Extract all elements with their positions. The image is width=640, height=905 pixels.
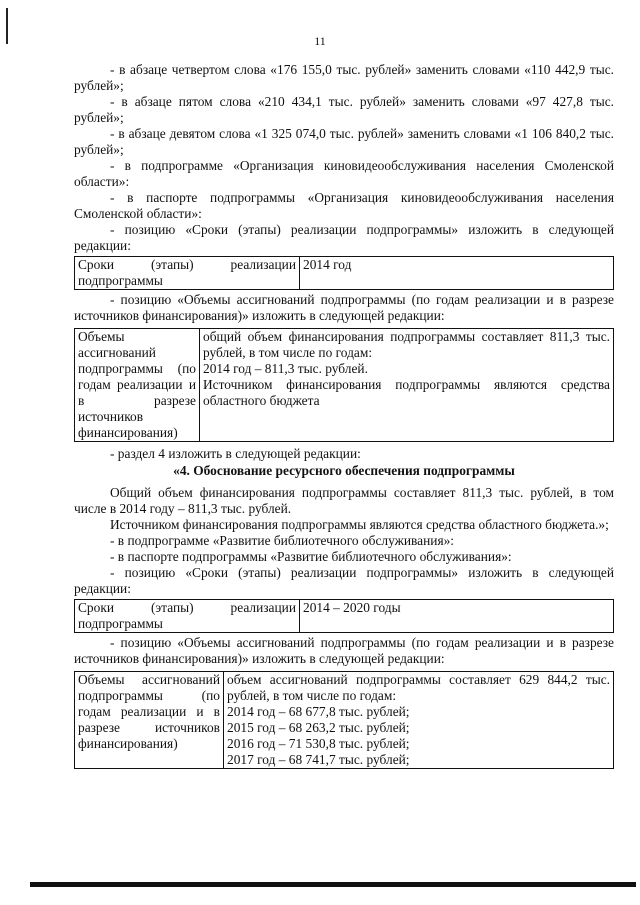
table-cell-value: 2014 – 2020 годы bbox=[300, 600, 614, 633]
table-cell-label: Объемы ассигнований подпрограммы (по годам реализации и в разрезе источников финансирования) bbox=[75, 672, 224, 769]
scan-edge-bar bbox=[30, 882, 636, 887]
table-cell-value bbox=[224, 672, 614, 769]
cell-line: 2014 год – 68 677,8 тыс. рублей; bbox=[227, 704, 410, 719]
cell-line: объем ассигнований подпрограммы составляет 629 844,2 тыс. рублей, в том числе по годам: bbox=[227, 672, 610, 703]
paragraph: Источником финансирования подпрограммы являются средства областного бюджета.»; bbox=[110, 517, 609, 532]
paragraph: - позицию «Объемы ассигнований подпрограммы (по годам реализации и в разрезе источников финансирования)» изложить в следующей редакции: bbox=[74, 292, 614, 323]
cell-line: 2014 год – 811,3 тыс. рублей. bbox=[203, 361, 368, 376]
page-number: 11 bbox=[314, 34, 326, 48]
table-cell-value: 2014 год bbox=[300, 257, 614, 290]
cell-line: 2015 год – 68 263,2 тыс. рублей; bbox=[227, 720, 410, 735]
paragraph: - раздел 4 изложить в следующей редакции: bbox=[110, 446, 361, 461]
table-cell-label: Объемы ассигнований подпрограммы (по годам реализации и в разрезе источников финансирования) bbox=[75, 329, 200, 442]
table-terms bbox=[74, 256, 614, 290]
paragraph: - позицию «Объемы ассигнований подпрограммы (по годам реализации и в разрезе источников финансирования)» изложить в следующей редакции: bbox=[74, 635, 614, 666]
table-cell-label: Сроки (этапы) реализации подпрограммы bbox=[75, 257, 300, 290]
cell-line: 2017 год – 68 741,7 тыс. рублей; bbox=[227, 752, 410, 767]
cell-line: общий объем финансирования подпрограммы составляет 811,3 тыс. рублей, в том числе по годам: bbox=[203, 329, 610, 360]
table-cell-value bbox=[200, 329, 614, 442]
paragraph: - позицию «Сроки (этапы) реализации подпрограммы» изложить в следующей редакции: bbox=[74, 222, 614, 253]
paragraph: - в абзаце четвертом слова «176 155,0 тыс. рублей» заменить словами «110 442,9 тыс. рублей»; bbox=[74, 62, 614, 93]
paragraph: Общий объем финансирования подпрограммы составляет 811,3 тыс. рублей, в том числе в 2014 году – 811,3 тыс. рублей. bbox=[74, 485, 614, 516]
paragraph: - в паспорте подпрограммы «Развитие библиотечного обслуживания»: bbox=[110, 549, 512, 564]
table-terms bbox=[74, 599, 614, 633]
cell-line: 2016 год – 71 530,8 тыс. рублей; bbox=[227, 736, 410, 751]
cell-line: Источником финансирования подпрограммы являются средства областного бюджета bbox=[203, 377, 610, 408]
paragraph: - в подпрограмме «Организация киновидеообслуживания населения Смоленской области»: bbox=[74, 158, 614, 189]
table-cell-label: Сроки (этапы) реализации подпрограммы bbox=[75, 600, 300, 633]
section-heading: «4. Обоснование ресурсного обеспечения подпрограммы bbox=[173, 463, 515, 478]
paragraph: - в паспорте подпрограммы «Организация киновидеообслуживания населения Смоленской области»: bbox=[74, 190, 614, 221]
table-funding bbox=[74, 328, 614, 442]
paragraph: - в подпрограмме «Развитие библиотечного обслуживания»: bbox=[110, 533, 455, 548]
paragraph: - в абзаце пятом слова «210 434,1 тыс. рублей» заменить словами «97 427,8 тыс. рублей»; bbox=[74, 94, 614, 125]
paragraph: - позицию «Сроки (этапы) реализации подпрограммы» изложить в следующей редакции: bbox=[74, 565, 614, 596]
document-body bbox=[74, 62, 614, 769]
table-funding bbox=[74, 671, 614, 769]
paragraph: - в абзаце девятом слова «1 325 074,0 тыс. рублей» заменить словами «1 106 840,2 тыс. рублей»; bbox=[74, 126, 614, 157]
